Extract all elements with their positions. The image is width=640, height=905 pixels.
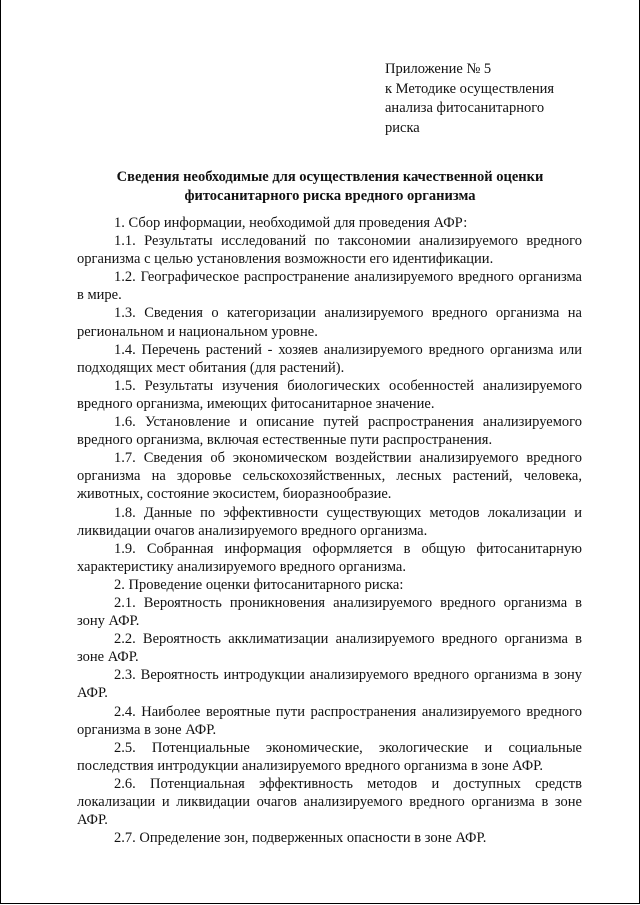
paragraph: 1.2. Географическое распространение анализируемого вредного организма в мире. (77, 269, 582, 304)
paragraph: 1.8. Данные по эффективности существующих методов локализации и ликвидации очагов анализируемого вредного организма. (77, 504, 582, 539)
paragraph: 2.3. Вероятность интродукции анализируемого вредного организма в зону АФР. (77, 667, 582, 702)
paragraph: 2.4. Наиболее вероятные пути распространения анализируемого вредного организма в зоне АФР. (77, 703, 582, 738)
paragraph: 2.2. Вероятность акклиматизации анализируемого вредного организма в зоне АФР. (77, 631, 582, 666)
paragraph: 1.6. Установление и описание путей распространения анализируемого вредного организма, включая естественные пути распространения. (77, 414, 582, 449)
paragraph: 1.5. Результаты изучения биологических особенностей анализируемого вредного организма, имеющих фитосанитарное значение. (77, 377, 582, 412)
paragraph: 2.7. Определение зон, подверженных опасности в зоне АФР. (114, 830, 487, 847)
paragraph: 1.4. Перечень растений - хозяев анализируемого вредного организма или подходящих мест обитания (для растений). (77, 341, 582, 376)
title-line: фитосанитарного риска вредного организма (184, 188, 476, 204)
paragraph: 2.5. Потенциальные экономические, экологические и социальные последствия интродукции анализируемого вредного организма в зоне АФР. (77, 739, 582, 774)
paragraph: 1.9. Собранная информация оформляется в общую фитосанитарную характеристику анализируемого вредного организма. (77, 540, 582, 575)
appendix-number: Приложение № 5 (385, 61, 492, 77)
paragraph: 2.1. Вероятность проникновения анализируемого вредного организма в зону АФР. (77, 594, 582, 630)
title-line: Сведения необходимые для осуществления качественной оценки (116, 169, 544, 185)
paragraph: 1.7. Сведения об экономическом воздействии анализируемого вредного организма на здоровье сельскохозяйственных, лесных растений, человека, животных, состояние экосистем, биоразнообразие. (77, 450, 582, 503)
paragraph: 2.6. Потенциальная эффективность методов и доступных средств локализации и ликвидации очагов анализируемого вредного организма в зоне АФР. (77, 775, 582, 829)
appendix-header (385, 60, 554, 138)
paragraph: 1.3. Сведения о категоризации анализируемого вредного организма на региональном и национальном уровне. (77, 305, 582, 340)
appendix-ref-line: анализа фитосанитарного (385, 100, 545, 116)
paragraph: 2. Проведение оценки фитосанитарного риска: (114, 576, 404, 593)
document-title (60, 168, 600, 206)
document-body (77, 214, 582, 847)
appendix-ref-line: риска (385, 119, 420, 136)
paragraph: 1. Сбор информации, необходимой для проведения АФР: (114, 215, 468, 231)
paragraph: 1.1. Результаты исследований по таксономии анализируемого вредного организма с целью установления возможности его идентификации. (77, 233, 582, 268)
appendix-ref-line: к Методике осуществления (385, 80, 555, 97)
